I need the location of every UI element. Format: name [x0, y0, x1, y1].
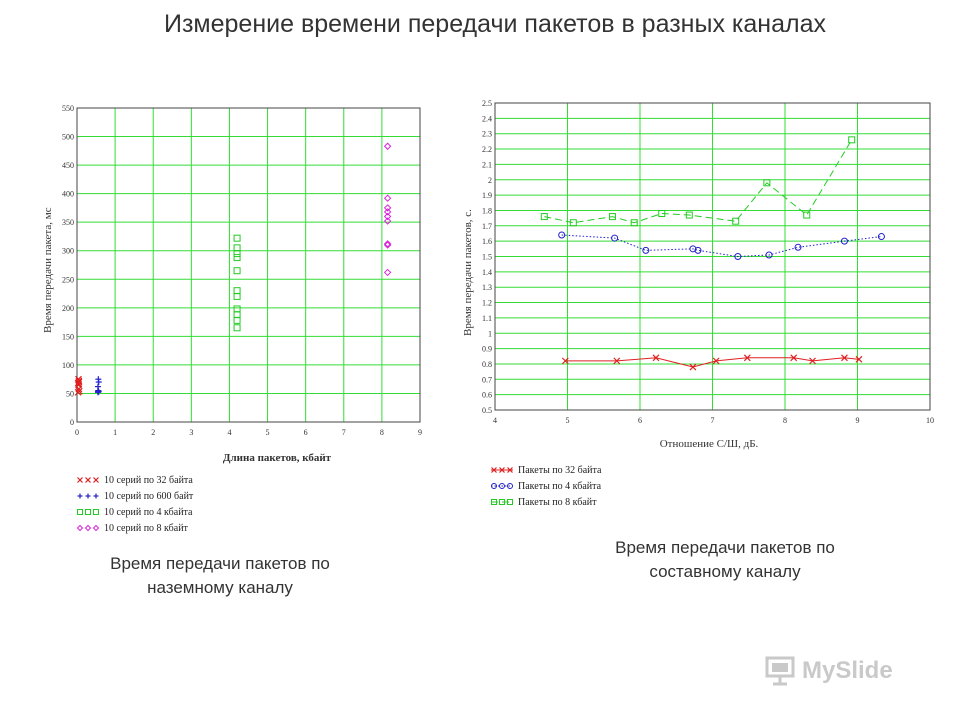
x-tick-label: 9 — [418, 428, 422, 437]
y-tick-label: 1.4 — [482, 267, 492, 277]
data-point — [94, 494, 99, 499]
y-tick-label: 1.8 — [482, 206, 492, 216]
legend-label: 10 серий по 32 байта — [104, 474, 193, 486]
y-tick-label: 1.1 — [482, 313, 492, 323]
left-chart-xlabel: Длина пакетов, кбайт — [222, 452, 332, 464]
ground-channel-chart — [60, 100, 440, 450]
right-caption — [545, 536, 905, 584]
y-tick-label: 250 — [62, 275, 74, 285]
y-tick-label: 0.6 — [482, 390, 492, 400]
x-tick-label: 4 — [227, 428, 232, 437]
data-point — [78, 478, 83, 483]
y-tick-label: 2.3 — [482, 129, 492, 139]
legend-item — [490, 494, 601, 510]
page-title: Измерение времени передачи пакетов в разных каналах — [164, 10, 826, 38]
y-tick-label: 150 — [62, 332, 74, 342]
y-tick-label: 0.9 — [482, 344, 492, 354]
data-point — [94, 478, 99, 483]
legend-label: 10 серий по 8 кбайт — [104, 522, 188, 534]
left-caption — [40, 552, 400, 600]
legend-item — [490, 478, 601, 494]
y-tick-label: 2.1 — [482, 160, 492, 170]
y-tick-label: 200 — [62, 303, 74, 313]
legend-label: 10 серий по 600 байт — [104, 490, 194, 502]
y-tick-label: 450 — [62, 161, 74, 171]
diamond-marker-icon — [76, 521, 100, 535]
x-tick-label: 5 — [565, 416, 570, 425]
data-point — [78, 494, 83, 499]
x-tick-label: 3 — [189, 428, 194, 437]
right-caption-line: составному каналу — [649, 562, 801, 581]
y-tick-label: 0.7 — [482, 375, 492, 385]
plus-marker-icon — [76, 489, 100, 503]
data-point — [86, 494, 91, 499]
myslide-logo — [764, 654, 893, 688]
x-tick-label: 10 — [926, 416, 934, 425]
left-caption-line: наземному каналу — [147, 578, 293, 597]
data-point — [86, 478, 91, 483]
y-tick-label: 0.8 — [482, 359, 492, 369]
legend-item — [76, 520, 193, 536]
left-chart-ylabel: Время передачи пакета, мс — [42, 207, 54, 333]
y-tick-label: 300 — [62, 246, 74, 256]
right-chart-ylabel: Время передачи пакетов, с. — [462, 209, 474, 336]
x-tick-label: 9 — [855, 416, 860, 425]
legend-label: Пакеты по 8 кбайт — [518, 496, 597, 508]
legend-label: 10 серий по 4 кбайта — [104, 506, 193, 518]
left-caption-line: Время передачи пакетов по — [110, 554, 330, 573]
data-point — [78, 510, 83, 515]
y-tick-label: 100 — [62, 360, 74, 370]
right-chart-legend — [490, 462, 601, 510]
right-caption-line: Время передачи пакетов по — [615, 538, 835, 557]
right-chart-xlabel: Отношение С/Ш, дБ. — [659, 438, 759, 450]
y-tick-label: 350 — [62, 218, 74, 228]
y-tick-label: 1.6 — [482, 237, 492, 247]
y-tick-label: 1.7 — [482, 221, 492, 231]
x-tick-label: 7 — [710, 416, 715, 425]
legend-item — [76, 488, 193, 504]
y-tick-label: 400 — [62, 189, 74, 199]
y-tick-label: 500 — [62, 132, 74, 142]
legend-item — [76, 472, 193, 488]
y-tick-label: 0 — [70, 418, 74, 427]
plot-area — [77, 108, 420, 422]
y-tick-label: 1.2 — [482, 298, 492, 308]
y-tick-label: 550 — [62, 104, 74, 113]
x-tick-label: 8 — [783, 416, 787, 425]
y-tick-label: 1 — [488, 329, 492, 339]
y-tick-label: 1.9 — [482, 191, 492, 201]
x-tick-label: 7 — [341, 428, 346, 437]
y-tick-label: 2.4 — [482, 114, 492, 124]
x-tick-label: 5 — [265, 428, 270, 437]
x-tick-label: 4 — [493, 416, 497, 425]
left-chart-legend — [76, 472, 193, 536]
y-tick-label: 0.5 — [482, 406, 492, 415]
y-tick-label: 50 — [66, 389, 74, 399]
x-tick-label: 6 — [638, 416, 642, 425]
x-tick-label: 0 — [75, 428, 79, 437]
y-tick-label: 2.5 — [482, 99, 492, 108]
y-tick-label: 1.5 — [482, 252, 492, 262]
x-tick-label: 1 — [113, 428, 118, 437]
presentation-icon — [764, 654, 798, 688]
legend-item — [490, 462, 601, 478]
x-tick-label: 8 — [379, 428, 384, 437]
data-point — [86, 526, 91, 531]
y-tick-label: 2.2 — [482, 145, 492, 155]
data-point — [94, 526, 99, 531]
data-point — [86, 510, 91, 515]
y-tick-label: 1.3 — [482, 283, 492, 293]
square-marker-icon — [76, 505, 100, 519]
legend-item — [76, 504, 193, 520]
circle-marker-icon — [490, 479, 514, 493]
square-marker-icon — [490, 495, 514, 509]
data-point — [78, 526, 83, 531]
data-point — [94, 510, 99, 515]
legend-label: Пакеты по 32 байта — [518, 464, 602, 476]
composite-channel-chart — [470, 95, 945, 430]
x-tick-label: 6 — [303, 428, 308, 437]
x-tick-label: 2 — [151, 428, 156, 437]
y-tick-label: 2 — [488, 175, 492, 185]
x-marker-icon — [76, 473, 100, 487]
x-marker-icon — [490, 463, 514, 477]
logo-text: MySlide — [802, 657, 893, 684]
legend-label: Пакеты по 4 кбайта — [518, 480, 602, 492]
